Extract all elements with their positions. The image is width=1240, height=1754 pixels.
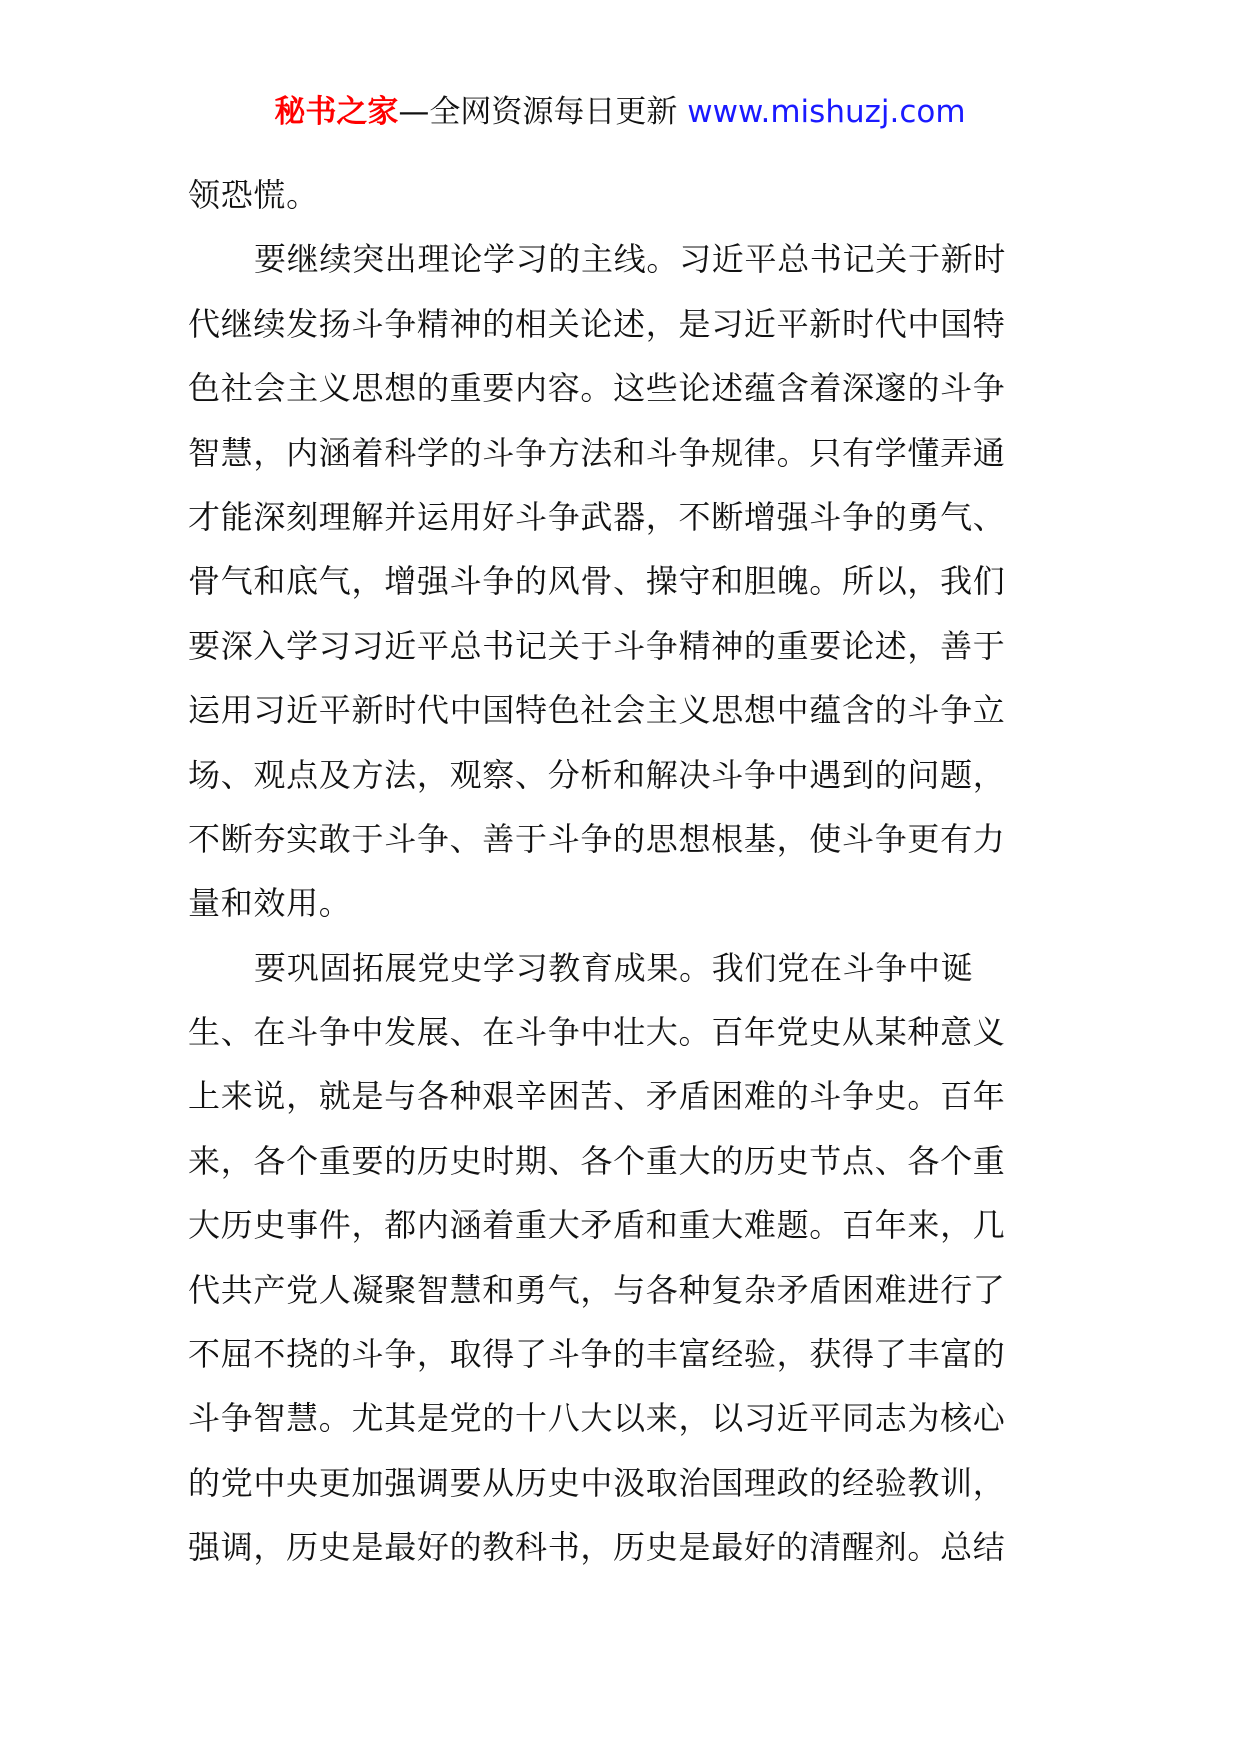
body-line: 代共产党人凝聚智慧和勇气，与各种复杂矛盾困难进行了 bbox=[188, 1270, 1006, 1309]
body-line: 生、在斗争中发展、在斗争中壮大。百年党史从某种意义 bbox=[188, 1013, 1006, 1052]
paragraph-first-line: 要继续突出理论学习的主线。习近平总书记关于新时 bbox=[254, 240, 1007, 279]
body-line: 不屈不挠的斗争，取得了斗争的丰富经验，获得了丰富的 bbox=[188, 1335, 1006, 1374]
body-line: 强调，历史是最好的教科书，历史是最好的清醒剂。总结 bbox=[188, 1528, 1006, 1567]
body-line: 的党中央更加强调要从历史中汲取治国理政的经验教训， bbox=[188, 1463, 1006, 1502]
body-line: 要深入学习习近平总书记关于斗争精神的重要论述，善于 bbox=[188, 626, 1006, 665]
body-line: 智慧，内涵着科学的斗争方法和斗争规律。只有学懂弄通 bbox=[188, 433, 1006, 472]
body-line: 骨气和底气，增强斗争的风骨、操守和胆魄。所以，我们 bbox=[188, 562, 1006, 601]
paragraph-first-line: 要巩固拓展党史学习教育成果。我们党在斗争中诞 bbox=[254, 948, 974, 987]
body-line: 色社会主义思想的重要内容。这些论述蕴含着深邃的斗争 bbox=[188, 369, 1006, 408]
body-line: 来，各个重要的历史时期、各个重大的历史节点、各个重 bbox=[188, 1141, 1006, 1180]
brand-name: 秘书之家 bbox=[274, 94, 399, 130]
body-line: 领恐慌。 bbox=[188, 176, 319, 214]
body-line: 不断夯实敢于斗争、善于斗争的思想根基，使斗争更有力 bbox=[188, 819, 1006, 858]
body-line: 才能深刻理解并运用好斗争武器，不断增强斗争的勇气、 bbox=[188, 497, 1006, 536]
body-line: 量和效用。 bbox=[188, 884, 352, 923]
body-line: 代继续发扬斗争精神的相关论述，是习近平新时代中国特 bbox=[188, 304, 1006, 343]
body-line: 上来说，就是与各种艰辛困苦、矛盾困难的斗争史。百年 bbox=[188, 1077, 1006, 1116]
header-tagline: —全网资源每日更新 bbox=[398, 94, 688, 130]
document-body bbox=[188, 163, 1068, 1580]
body-line: 运用习近平新时代中国特色社会主义思想中蕴含的斗争立 bbox=[188, 691, 1006, 730]
site-url-link[interactable]: www.mishuzj.com bbox=[687, 94, 966, 130]
body-line: 大历史事件，都内涵着重大矛盾和重大难题。百年来，几 bbox=[188, 1206, 1006, 1245]
body-line: 场、观点及方法，观察、分析和解决斗争中遇到的问题， bbox=[188, 755, 1006, 794]
site-header bbox=[0, 92, 1240, 132]
body-line: 斗争智慧。尤其是党的十八大以来，以习近平同志为核心 bbox=[188, 1399, 1006, 1438]
